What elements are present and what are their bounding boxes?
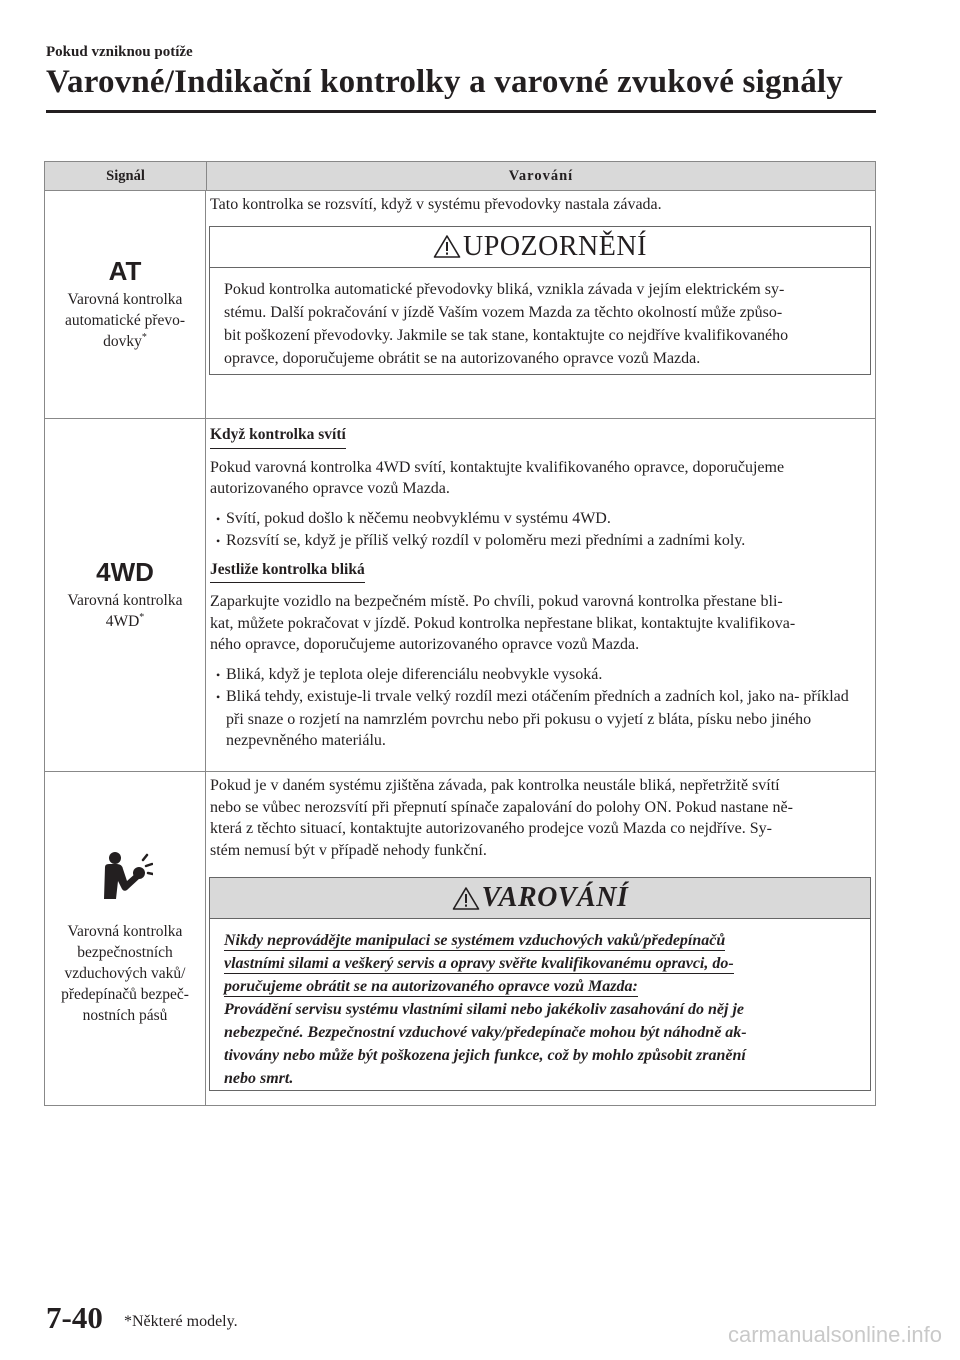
list-item: • Svítí, pokud došlo k něčemu neobvyklému v systému 4WD. (216, 508, 871, 531)
signal-name: Varovná kontrolka 4WD* (67, 592, 183, 630)
signal-name: Varovná kontrolka automatické převo- dovky* (64, 291, 186, 350)
caution-body: Pokud kontrolka automatické převodovky bliká, vznikla závada v jejím elektrickém sy- stému. Další pokračování v jízdě Vaším vozem Mazda za těchto okolností může způso- bit poškození převodovky. Jakmile se tak stane, kontaktujte co nejdříve kvalifikovaného opravce, doporučujeme obrátit se na autorizovaného opravce vozů Mazda. (224, 280, 789, 367)
subheading-lamp-blinking: Jestliže kontrolka bliká (210, 559, 365, 584)
title-rule (46, 110, 876, 113)
column-header-signal: Signál (45, 162, 207, 190)
watermark: carmanualsonline.info (727, 1322, 942, 1347)
caution-header: UPOZORNĚNÍ (210, 227, 870, 268)
warning-header: VAROVÁNÍ (210, 878, 870, 919)
lamp-blink-text: Zaparkujte vozidlo na bezpečném místě. Po chvíli, pokud varovná kontrolka přestane bli- kat, můžete pokračovat v jízdě. Pokud kontrolka nepřestane blikat, kontaktujte kvalifikova- ného opravce, doporučujeme autorizovaného opravce vozů Mazda. (210, 593, 796, 653)
signal-name: Varovná kontrolka bezpečnostních vzduchových vaků/ předepínačů bezpeč- nostních pásů (61, 923, 189, 1024)
page-title: Varovné/Indikační kontrolky a varovné zvukové signály (46, 64, 843, 100)
list-item: • Rozsvítí se, když je příliš velký rozdíl v poloměru mezi předními a zadními koly. (216, 530, 871, 553)
warning-table (44, 161, 876, 1106)
warning-cell (206, 772, 875, 1105)
warning-text: Pokud je v daném systému zjištěna závada, pak kontrolka neustále bliká, nepřetržitě svítí nebo se vůbec nerozsvítí při přepnutí spínače zapalování do polohy ON. Pokud nastane ně- která z těchto situací, kontaktujte autorizovaného prodejce vozů Mazda co nejdříve. Sy- stém nemusí být v případě nehody funkční. (210, 777, 793, 859)
column-header-warning: Varování (508, 168, 574, 184)
subheading-lamp-on: Když kontrolka svítí (210, 424, 346, 449)
warning-triangle-icon (433, 234, 461, 259)
caution-box (209, 226, 871, 375)
4wd-symbol-icon: 4WD (96, 557, 154, 587)
signal-cell (45, 191, 206, 418)
table-row (45, 772, 875, 1105)
table-row (45, 419, 875, 772)
section-label: Pokud vzniknou potíže (46, 44, 193, 60)
at-symbol-icon: AT (108, 256, 142, 286)
warning-text: Tato kontrolka se rozsvítí, když v systému převodovky nastala závada. (210, 196, 662, 213)
list-item: • Bliká tehdy, existuje-li trvale velký rozdíl mezi otáčením předních a zadních kol, jako na- příklad při snaze o rozjetí na namrzlém povrchu nebo při pokusu o vyjetí z bláta, písku nebo jiného nezpevněného materiálu. (216, 686, 871, 752)
lamp-on-text: Pokud varovná kontrolka 4WD svítí, kontaktujte kvalifikovaného opravce, doporučujeme autorizovaného opravce vozů Mazda. (210, 458, 785, 497)
list-item: • Bliká, když je teplota oleje diferenciálu neobvykle vysoká. (216, 664, 871, 687)
warning-triangle-icon (452, 886, 480, 911)
warning-cell (206, 419, 875, 771)
warning-body: Nikdy neprovádějte manipulaci se systémem vzduchových vaků/předepínačů vlastními silami a veškerý servis a opravy svěřte kvalifikovanému opravci, do- poručujeme obrátit se na autorizovaného opravce vozů Mazda: Provádění servisu systému vlastními silami nebo jakékoliv zasahování do něj je nebezpečné. Bezpečnostní vzduchové vaky/předepínače mohou být náhodně ak- tivovány nebo může být poškozena jejich funkce, což by mohlo způsobit zranění nebo smrt. (224, 932, 747, 1087)
signal-cell (45, 419, 206, 771)
page-number: 7-40 (46, 1300, 103, 1335)
table-row (45, 191, 875, 419)
warning-box (209, 877, 871, 1091)
warning-cell (206, 191, 875, 418)
table-header (45, 162, 875, 191)
airbag-person-icon (97, 851, 153, 901)
footnote: *Některé modely. (124, 1313, 238, 1330)
signal-cell (45, 772, 206, 1105)
